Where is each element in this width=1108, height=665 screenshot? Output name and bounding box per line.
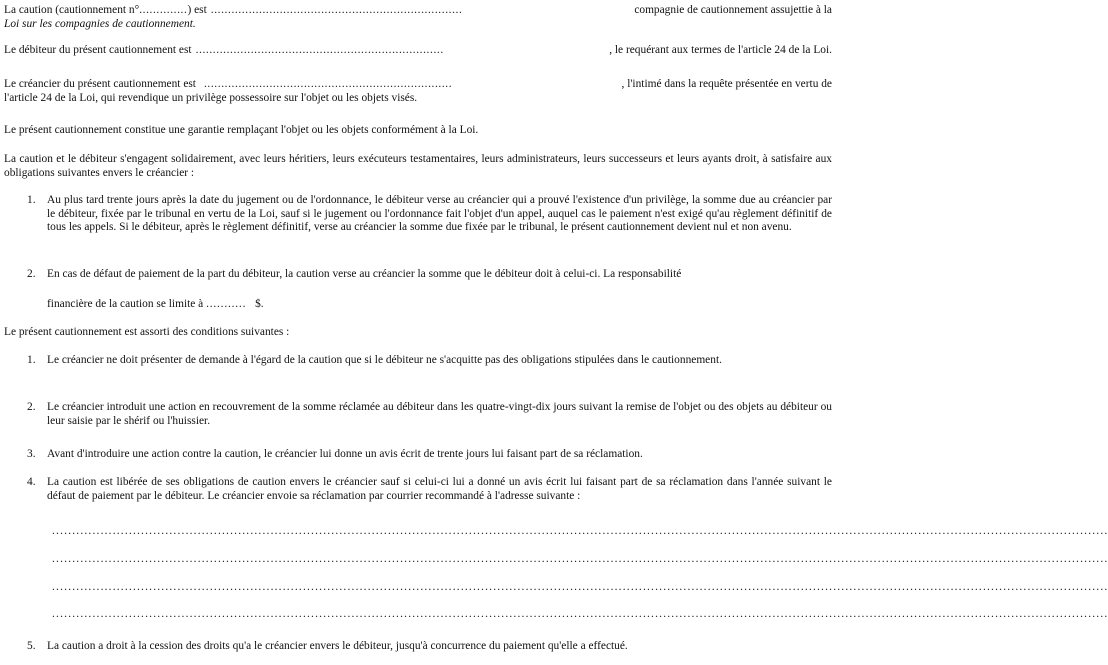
- item-text: La caution est libérée de ses obligations de caution envers le créancier sauf si celui-ci lui a donné un avis écrit lui faisant part de sa réclamation dans l'année suivant le défaut de paiement par le débiteur. Le créancier envoie sa réclamation par courrier recommandé à l'adresse suivante :: [47, 476, 832, 502]
- obligation-item-1: [27, 194, 832, 235]
- guarantee-paragraph: Le présent cautionnement constitue une garantie remplaçant l'objet ou les objets conformément à la Loi.: [4, 124, 479, 136]
- condition-item-5: [27, 640, 832, 654]
- condition-item-4: [27, 476, 832, 503]
- condition-item-3: [27, 448, 832, 462]
- address-line-1[interactable]: .....................................................................................................................................................................................................................................................................: [52, 525, 1108, 537]
- item-text: Le créancier introduit une action en recouvrement de la somme réclamée au débiteur dans les quatre-vingt-dix jours suivant la remise de l'objet ou des objets au débiteur ou leur saisie par le shérif ou l'huissier.: [47, 401, 832, 427]
- item-number: 2.: [27, 268, 36, 280]
- item-text: Le créancier ne doit présenter de demande à l'égard de la caution que si le débiteur ne s'acquitte pas des obligations stipulées dans le cautionnement.: [47, 354, 722, 366]
- debtor-label: Le débiteur du présent cautionnement est: [4, 44, 192, 56]
- item-text: Au plus tard trente jours après la date du jugement ou de l'ordonnance, le débiteur verse au créancier qui a prouvé l'existence d'un privilège, la somme due au créancier par le débiteur, fixée par le tribunal en vertu de la Loi, sauf si le jugement ou l'ordonnance fait l'objet d'un appel, auquel cas le paiement n'est exigé qu'au règlement définitif de tous les appels. Si le débiteur, après le règlement définitif, verse au créancier la somme due fixée par le tribunal, le présent cautionnement devient nul et non avenu.: [47, 194, 832, 233]
- surety-paragraph: [4, 4, 832, 31]
- creditor-name-field[interactable]: ........................................................................: [203, 78, 453, 90]
- liability-amount-field[interactable]: ...........: [206, 298, 247, 310]
- item-number: 3.: [27, 448, 36, 460]
- creditor-label-3: l'article 24 de la Loi, qui revendique un privilège possessoire sur l'objet ou les objets visés.: [4, 91, 418, 104]
- address-line-2[interactable]: .....................................................................................................................................................................................................................................................................: [52, 553, 1108, 565]
- item-number: 1.: [27, 354, 36, 366]
- creditor-paragraph: [4, 78, 832, 105]
- condition-item-2: [27, 401, 832, 428]
- item-text: En cas de défaut de paiement de la part du débiteur, la caution verse au créancier la somme que le débiteur doit à celui-ci. La responsabilité: [47, 268, 682, 280]
- liability-limit-line: [47, 298, 264, 312]
- joint-obligation-paragraph: La caution et le débiteur s'engagent solidairement, avec leurs héritiers, leurs exécuteurs testamentaires, leurs administrateurs, leurs successeurs et leurs ayants droit, à satisfaire aux obligations suivantes envers le créancier :: [4, 153, 832, 179]
- debtor-paragraph: [4, 44, 832, 58]
- bond-number-field[interactable]: ..............: [139, 4, 188, 16]
- creditor-label: Le créancier du présent cautionnement est: [4, 78, 196, 90]
- condition-item-1: [27, 354, 832, 368]
- surety-line: [4, 4, 832, 18]
- surety-label-2: ) est: [187, 4, 207, 16]
- act-title: Loi sur les compagnies de cautionnement.: [4, 17, 196, 30]
- debtor-label-2: , le requérant aux termes de l'article 24 de la Loi.: [609, 44, 832, 56]
- address-line-4[interactable]: .....................................................................................................................................................................................................................................................................: [52, 608, 1108, 620]
- item-number: 2.: [27, 401, 36, 413]
- surety-label: La caution (cautionnement n°: [4, 4, 140, 16]
- item-number: 4.: [27, 476, 36, 488]
- debtor-name-field[interactable]: ........................................................................: [195, 44, 444, 56]
- item-text: Avant d'introduire une action contre la caution, le créancier lui donne un avis écrit de trente jours lui faisant part de sa réclamation.: [47, 448, 643, 460]
- liability-limit-label: financière de la caution se limite à: [47, 298, 204, 310]
- item-text: La caution a droit à la cession des droits qu'a le créancier envers le débiteur, jusqu'à concurrence du paiement qu'elle a effectué.: [47, 640, 628, 652]
- obligation-item-2: [27, 268, 832, 282]
- surety-label-3: compagnie de cautionnement assujettie à la: [634, 4, 832, 16]
- creditor-label-2: , l'intimé dans la requête présentée en vertu de: [621, 78, 832, 90]
- address-line-3[interactable]: .....................................................................................................................................................................................................................................................................: [52, 581, 1108, 593]
- dollar-sign: $.: [255, 298, 264, 310]
- surety-name-field[interactable]: .........................................................................: [210, 4, 463, 16]
- item-number: 1.: [27, 194, 36, 206]
- conditions-intro: Le présent cautionnement est assorti des conditions suivantes :: [4, 326, 290, 338]
- item-number: 5.: [27, 640, 36, 652]
